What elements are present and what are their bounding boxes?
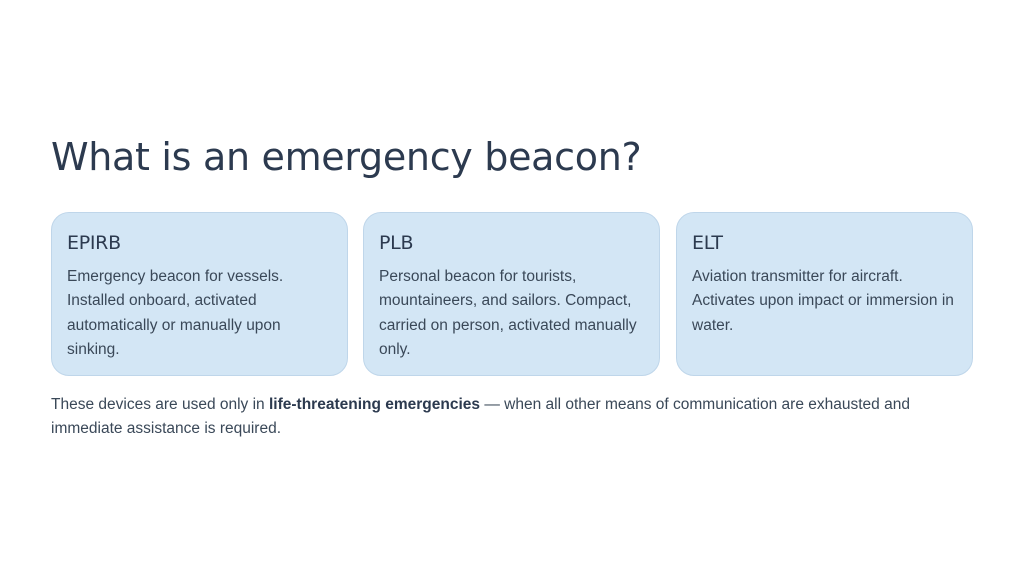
usage-note bbox=[51, 393, 976, 442]
card-title: PLB bbox=[379, 232, 414, 254]
card-title: EPIRB bbox=[67, 232, 121, 254]
beacon-cards bbox=[51, 212, 973, 376]
card-description: Emergency beacon for vessels. Installed onboard, activated automatically or manually upon sinking. bbox=[67, 268, 284, 358]
card-title: ELT bbox=[692, 232, 723, 254]
usage-note-text: These devices are used only in bbox=[51, 396, 269, 413]
usage-note-text-end: — when all other means of communication are exhausted and immediate assistance is required. bbox=[51, 396, 910, 438]
card-description: Aviation transmitter for aircraft. Activates upon impact or immersion in water. bbox=[692, 268, 954, 334]
card-elt bbox=[676, 212, 973, 376]
page-title: What is an emergency beacon? bbox=[51, 135, 642, 179]
card-epirb bbox=[51, 212, 348, 376]
usage-note-emphasis: life-threatening emergencies bbox=[268, 396, 481, 413]
card-description: Personal beacon for tourists, mountaineers, and sailors. Compact, carried on person, activated manually only. bbox=[379, 268, 637, 358]
card-plb bbox=[363, 212, 660, 376]
